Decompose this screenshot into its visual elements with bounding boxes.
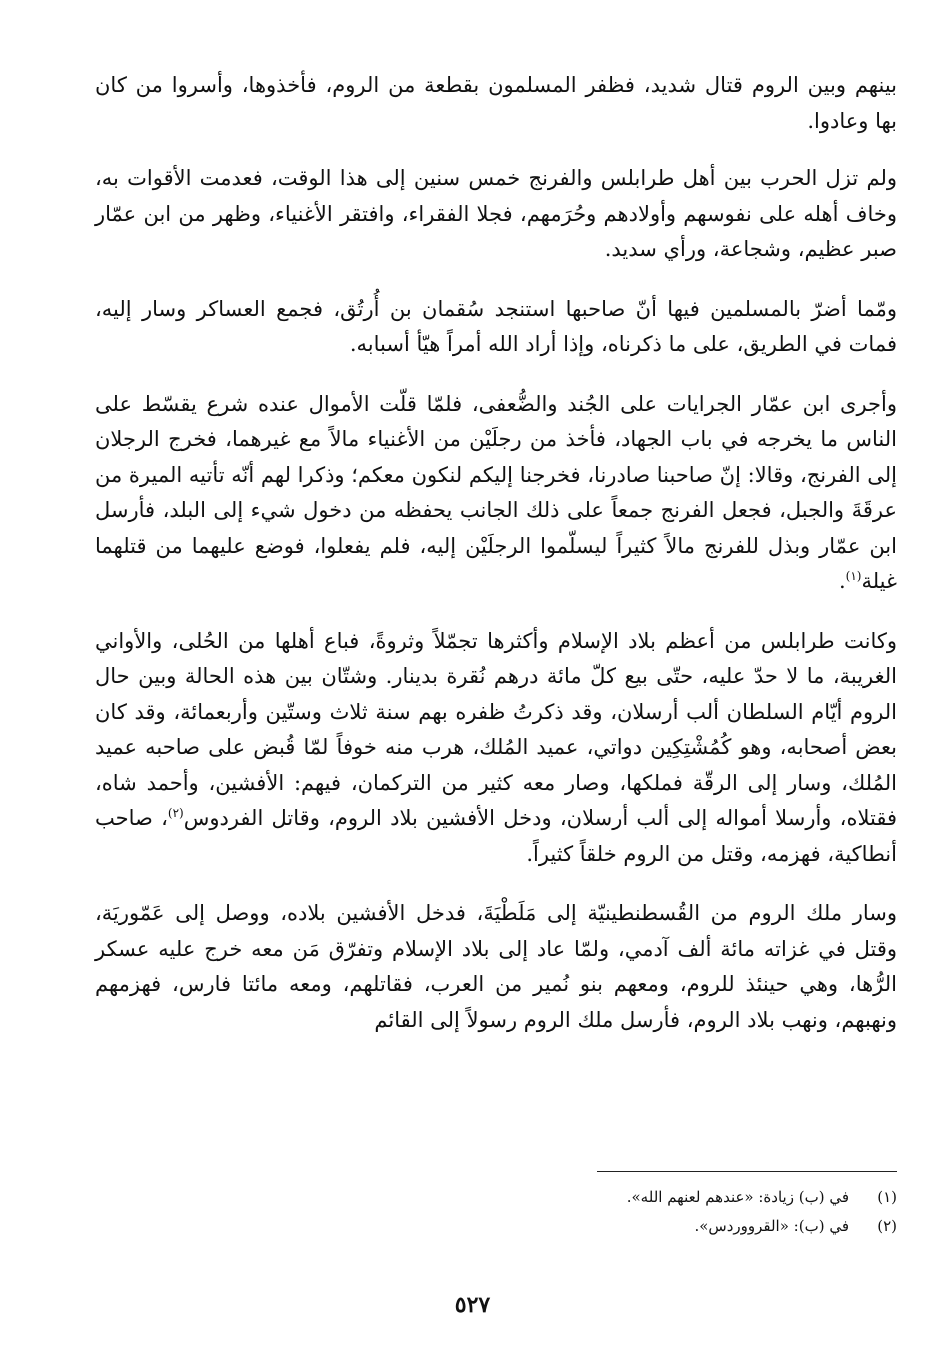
footnote-number: (٢) [877,1217,897,1235]
footnote-number: (١) [877,1188,897,1206]
footnotes [97,1183,897,1241]
paragraph-2: ولم تزل الحرب بين أهل طرابلس والفرنج خمس سنين إلى هذا الوقت، فعدمت الأقوات به، وخاف أهله على نفوسهم وأولادهم وحُرَمهم، فجلا الفقراء، وافتقر الأغنياء، وظهر من ابن عمّار صبر عظيم، وشجاعة، ورأي سديد. [95,166,897,261]
paragraph-5 [95,624,897,873]
footnote-1 [97,1183,897,1212]
footnote-divider [597,1171,897,1172]
page-number: ٥٢٧ [454,1292,491,1318]
paragraph-1: بينهم وبين الروم قتال شديد، فظفر المسلمون بقطعة من الروم، فأخذوها، وأسروا من كان بها وعادوا. [95,73,897,133]
paragraph-6: وسار ملك الروم من القُسطنطينيّة إلى مَلَطْيَةَ، فدخل الأفشين بلاده، ووصل إلى عَمّوريَة، وقتل في غزاته مائة ألف آدمي، ولمّا عاد إلى بلاد الإسلام وتفرّق مَن معه خرج عليه عسكر الرُّها، وهي حينئذ للروم، ومعهم بنو نُمير من العرب، فقاتلهم، ومعه مائتا فارس، فهزمهم ونهبهم، ونهب بلاد الروم، فأرسل ملك الروم رسولاً إلى القائم [95,901,897,1032]
footnote-text: في (ب) زيادة: «عندهم لعنهم الله». [626,1188,849,1206]
footnote-2 [97,1212,897,1241]
footnote-ref-1: (١) [845,569,862,583]
paragraph-3: ومّما أضرّ بالمسلمين فيها أنّ صاحبها استنجد سُقمان بن أُرتُق، فجمع العساكر وسار إليه، فمات في الطريق، على ما ذكرناه، وإذا أراد الله أمراً هيّأ أسبابه. [95,296,897,356]
footnote-text: في (ب): «القرووردس». [694,1217,849,1235]
paragraph-4 [95,387,897,600]
footnote-ref-2: (٢) [167,806,184,820]
paragraph-5-text: وكانت طرابلس من أعظم بلاد الإسلام وأكثرها تجمّلاً وثروةً، فباع أهلها من الحُلى، والأواني الغريبة، ما لا حدّ عليه، حتّى بيع كلّ مائة درهم نُقرة بدينار. وشتّان بين هذه الحالة وبين حال الروم أيّام السلطان ألب أرسلان، وقد ذكرتُ ظفره بهم سنة ثلاث وستّين وأربعمائة، وقد كان بعض أصحابه، وهو كُمُشْتِكِين دواتي، عميد المُلك، هرب منه خوفاً لمّا قُبض على صاحبه عميد المُلك، وسار إلى الرقّة فملكها، وصار معه كثير من التركمان، فيهم: الأفشين، وأحمد شاه، فقتلاه، وأرسلا أمواله إلى ألب أرسلان، ودخل الأفشين بلاد الروم، وقاتل الفردوس [95,628,897,830]
paragraph-4-end: . [838,569,846,593]
main-text [95,68,897,1038]
paragraph-4-text: وأجرى ابن عمّار الجرايات على الجُند والضُّعفى، فلمّا قلّت الأموال عنده شرع يقسّط على الناس ما يخرجه في باب الجهاد، فأخذ من رجلَيْن من الأغنياء مالاً مع غيرهما، فخرج الرجلان إلى الفرنج، وقالا: إنّ صاحبنا صادرنا، فخرجنا إليكم لنكون معكم؛ وذكرا لهم أنّه تأتيه الميرة من عرقَةَ والجبل، فجعل الفرنج جمعاً على ذلك الجانب يحفظه من دخول شيء إلى البلد، فأرسل ابن عمّار وبذل للفرنج مالاً كثيراً ليسلّموا الرجلَيْن إليه، فلم يفعلوا، فوضع عليهما من قتلهما غيلة [95,391,897,593]
paragraph-5-end: ، صاحب أنطاكية، فهزمه، وقتل من الروم خلقاً كثيراً. [95,806,897,866]
